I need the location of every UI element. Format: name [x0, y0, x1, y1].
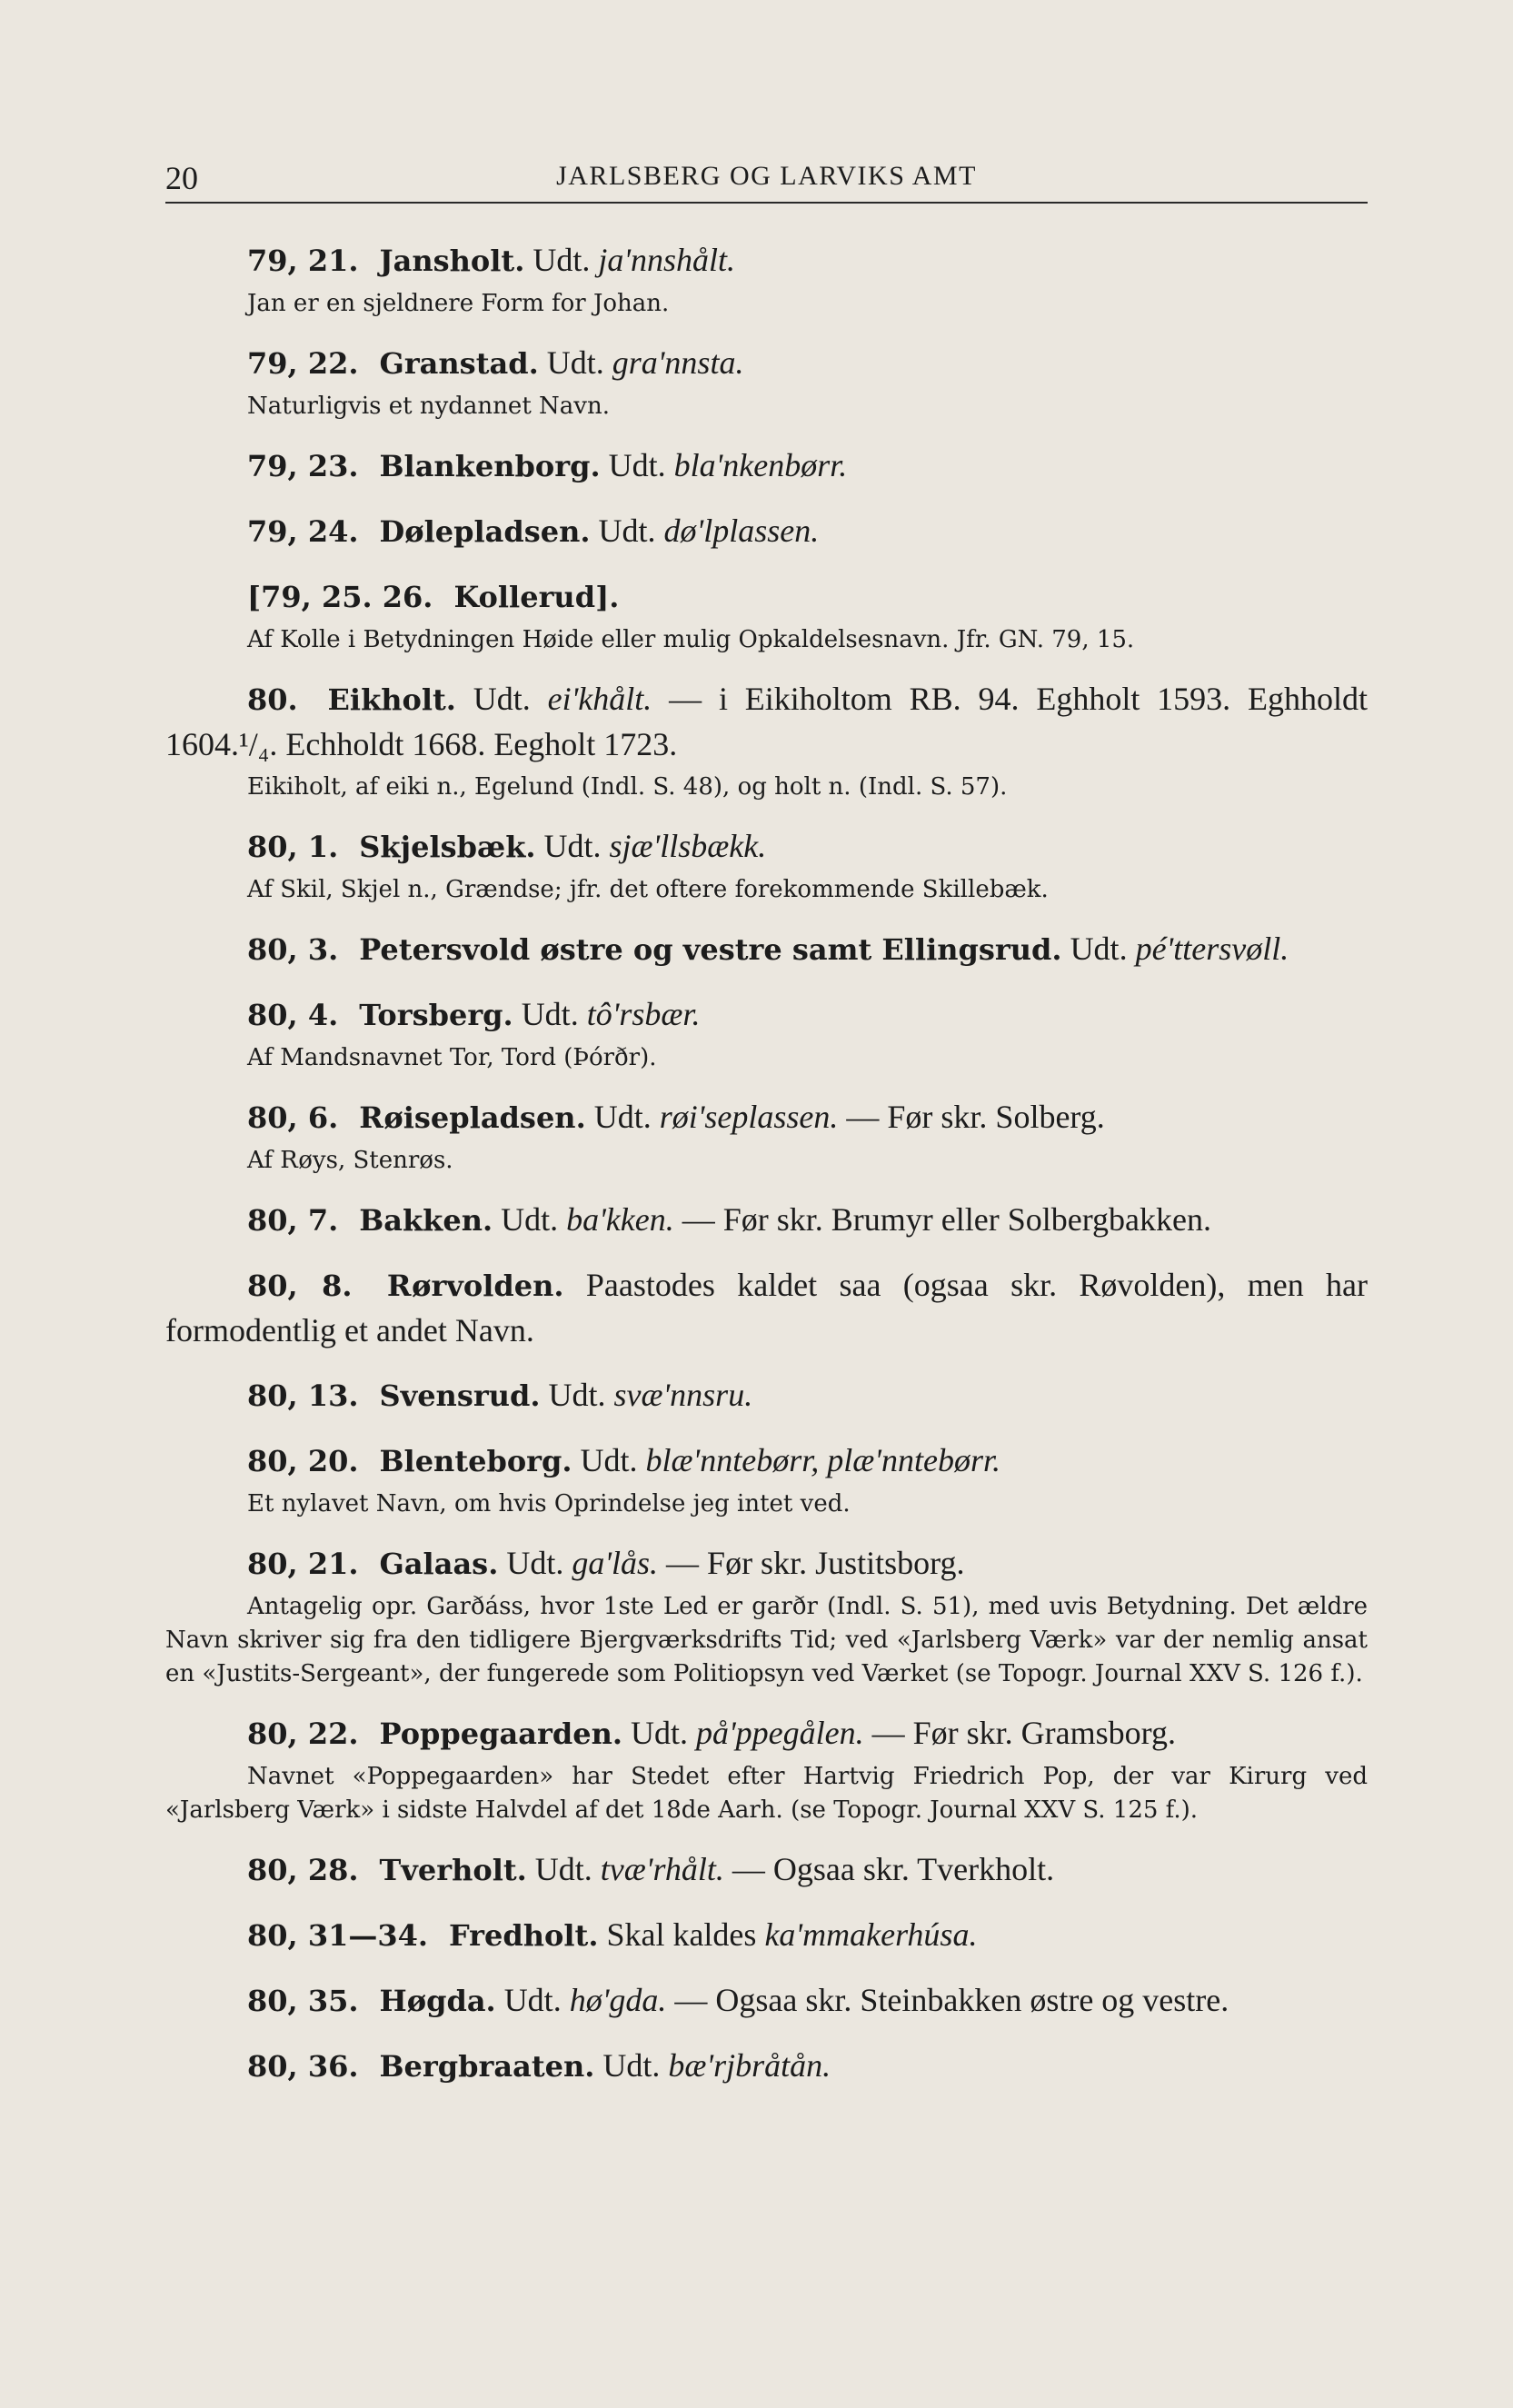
entry-pronunciation: ka'mmakerhúsa. [764, 1916, 978, 1953]
entry-number: 80, 21. [247, 1547, 359, 1581]
entry-label: Udt. [598, 512, 656, 549]
entry-number: 79, 22. [247, 346, 359, 381]
entry-headline [165, 1847, 1368, 1893]
entry-name: Bergbraaten. [379, 2049, 595, 2084]
entry-label: Udt. [602, 2047, 661, 2084]
entry-remark: — Før skr. Justitsborg. [666, 1545, 965, 1581]
entry [165, 1978, 1368, 2024]
entry-label: Udt. [593, 1099, 652, 1135]
entry-label: Skal kaldes [606, 1916, 757, 1953]
entry-pronunciation: tô'rsbær. [586, 996, 701, 1032]
entry-label: Udt. [608, 447, 666, 483]
entry-headline [165, 2044, 1368, 2089]
entry [165, 238, 1368, 321]
entry-note: Af Røys, Stenrøs. [247, 1147, 453, 1174]
entry-name: Galaas. [379, 1547, 499, 1581]
entry-name: Rørvolden. [386, 1269, 564, 1303]
entry-headline [165, 1978, 1368, 2024]
entry [165, 927, 1368, 972]
entry-headline [165, 1373, 1368, 1418]
entry-name: Bakken. [359, 1203, 493, 1238]
entry-headline [165, 1711, 1368, 1756]
entry [165, 1541, 1368, 1691]
entry-headline [165, 238, 1368, 284]
entry-name: Poppegaarden. [379, 1716, 622, 1751]
entry-name: Høgda. [379, 1984, 496, 2018]
entry-pronunciation: bæ'rjbråtån. [668, 2047, 831, 2084]
entry-remark: — Ogsaa skr. Steinbakken østre og vestre. [674, 1982, 1229, 2018]
entry-pronunciation: bla'nkenbørr. [673, 447, 848, 483]
entry-name: Dølepladsen. [379, 514, 591, 549]
entry-note: Navnet «Poppegaarden» har Stedet efter Hartvig Friedrich Pop, der var Kirurg ved «Jarlsberg Værk» i sidste Halvdel af det 18de Aarh. (se Topogr. Journal XXV S. 125 f.). [165, 1763, 1368, 1824]
entry-pronunciation: tvæ'rhålt. [600, 1851, 724, 1887]
entry-label: Udt. [630, 1715, 688, 1751]
entry-note: Af Skil, Skjel n., Grændse; jfr. det oftere forekommende Skillebæk. [247, 876, 1049, 903]
entry-note: Et nylavet Navn, om hvis Oprindelse jeg intet ved. [247, 1490, 851, 1517]
entry-note: Af Mandsnavnet Tor, Tord (Þórðr). [247, 1044, 657, 1071]
entry-label: Udt. [506, 1545, 564, 1581]
entry-number: 80, 4. [247, 998, 339, 1032]
entry-note: Antagelig opr. Garðáss, hvor 1ste Led er garðr (Indl. S. 51), med uvis Betydning. Det ældre Navn skriver sig fra den tidligere Bjergværksdrifts Tid; ved «Jarlsberg Værk» var der nemlig ansat en «Justits-Sergeant», der fungerede som Politiopsyn ved Værket (se Topogr. Journal XXV S. 126 f.). [165, 1593, 1368, 1687]
entry [165, 341, 1368, 423]
entry-note: Jan er en sjeldnere Form for Johan. [247, 290, 670, 317]
entry [165, 992, 1368, 1075]
entry-headline [165, 341, 1368, 386]
entry-label: Udt. [503, 1982, 562, 2018]
entry [165, 1095, 1368, 1178]
entry [165, 677, 1368, 804]
entry-name: Blenteborg. [379, 1444, 572, 1478]
entry-pronunciation: på'ppegålen. [695, 1715, 864, 1751]
entry-name: Jansholt. [379, 244, 525, 278]
entry [165, 2044, 1368, 2089]
entry-headline [165, 1263, 1368, 1353]
entry-label: Udt. [543, 828, 602, 864]
entry-number: 80, 28. [247, 1853, 359, 1887]
entry [165, 1263, 1368, 1353]
entry-headline [165, 509, 1368, 554]
entry [165, 1438, 1368, 1521]
entry-pronunciation: hø'gda. [569, 1982, 667, 2018]
entry-number: [79, 25. 26. [247, 580, 433, 614]
entry-remark: — Før skr. Gramsborg. [871, 1715, 1176, 1751]
entry-number: 79, 21. [247, 244, 359, 278]
entry-name: Svensrud. [379, 1378, 541, 1413]
entry-pronunciation: ja'nnshålt. [598, 242, 736, 278]
entry-number: 80, 36. [247, 2049, 359, 2084]
entry [165, 1847, 1368, 1893]
entry-number: 80, 31—34. [247, 1918, 429, 1953]
entry-name: Eikholt. [327, 682, 456, 717]
entry-remark: — Før skr. Brumyr eller Solbergbakken. [682, 1201, 1212, 1238]
page-number: 20 [165, 160, 198, 196]
entry [165, 1913, 1368, 1958]
entry-list [165, 238, 1368, 2109]
entry-label: Udt. [580, 1442, 638, 1478]
entry-number: 80, 13. [247, 1378, 359, 1413]
entry-pronunciation: røi'seplassen. [659, 1099, 839, 1135]
entry-remark: — i Eikiholtom RB. 94. Eghholt 1593. Eghholdt 1604.¹/₄. Echholdt 1668. Eegholt 1723. [165, 681, 1369, 762]
entry-label: Udt. [548, 1377, 606, 1413]
entry-number: 79, 23. [247, 449, 359, 483]
entry-number: 80, 22. [247, 1716, 359, 1751]
entry-label: Udt. [534, 1851, 592, 1887]
entry [165, 574, 1368, 657]
entry-remark: — Ogsaa skr. Tverkholt. [732, 1851, 1055, 1887]
entry-number: 80, 3. [247, 932, 339, 967]
entry-name: Fredholt. [449, 1918, 599, 1953]
entry-name: Torsberg. [359, 998, 513, 1032]
entry-headline [165, 1438, 1368, 1484]
entry-number: 80, 6. [247, 1100, 339, 1135]
entry-headline [165, 1913, 1368, 1958]
entry-remark: — Før skr. Solberg. [846, 1099, 1105, 1135]
entry-remark: Paastodes kaldet saa (ogsaa skr. Røvolden), men har formodentlig et andet Navn. [165, 1267, 1369, 1348]
running-head: JARLSBERG OG LARVIKS AMT [556, 161, 977, 191]
entry-pronunciation: ba'kken. [566, 1201, 674, 1238]
entry-label: Udt. [473, 681, 531, 717]
entry-note: Naturligvis et nydannet Navn. [247, 393, 610, 420]
entry-headline [165, 1541, 1368, 1587]
entry-name: Blankenborg. [379, 449, 601, 483]
page-header [165, 159, 1368, 204]
entry-name: Kollerud]. [453, 580, 620, 614]
entry-pronunciation: dø'lplassen. [663, 512, 820, 549]
entry-pronunciation: ei'khålt. [547, 681, 652, 717]
entry [165, 443, 1368, 489]
entry [165, 1373, 1368, 1418]
entry-pronunciation: pé'ttersvøll. [1135, 930, 1289, 967]
header-rule [165, 202, 1368, 204]
entry-name: Petersvold østre og vestre samt Ellingsrud. [359, 932, 1062, 967]
entry-number: 80. [247, 682, 298, 717]
entry-label: Udt. [533, 242, 591, 278]
entry-name: Skjelsbæk. [359, 830, 536, 864]
entry-name: Røisepladsen. [359, 1100, 586, 1135]
entry-number: 80, 8. [247, 1269, 353, 1303]
entry-pronunciation: svæ'nnsru. [613, 1377, 753, 1413]
entry-number: 80, 20. [247, 1444, 359, 1478]
entry-number: 79, 24. [247, 514, 359, 549]
entry-label: Udt. [501, 1201, 559, 1238]
entry-name: Tverholt. [379, 1853, 527, 1887]
entry-note: Af Kolle i Betydningen Høide eller mulig Opkaldelsesnavn. Jfr. GN. 79, 15. [247, 626, 1135, 653]
entry-headline [165, 574, 1368, 620]
entry-pronunciation: blæ'nntebørr, plæ'nntebørr. [645, 1442, 1000, 1478]
entry-headline [165, 992, 1368, 1038]
entry-label: Udt. [521, 996, 579, 1032]
entry-pronunciation: sjæ'llsbækk. [609, 828, 767, 864]
entry-headline [165, 927, 1368, 972]
entry [165, 1198, 1368, 1243]
entry-pronunciation: gra'nnsta. [612, 344, 744, 381]
entry [165, 1711, 1368, 1827]
entry-number: 80, 35. [247, 1984, 359, 2018]
entry-headline [165, 824, 1368, 870]
entry-headline [165, 1095, 1368, 1140]
entry-number: 80, 7. [247, 1203, 339, 1238]
entry [165, 824, 1368, 907]
entry-label: Udt. [546, 344, 604, 381]
entry-headline [165, 1198, 1368, 1243]
entry-pronunciation: ga'lås. [572, 1545, 659, 1581]
entry [165, 509, 1368, 554]
entry-note: Eikiholt, af eiki n., Egelund (Indl. S. 48), og holt n. (Indl. S. 57). [247, 773, 1008, 801]
entry-number: 80, 1. [247, 830, 339, 864]
entry-headline [165, 677, 1368, 767]
entry-headline [165, 443, 1368, 489]
entry-label: Udt. [1070, 930, 1128, 967]
entry-name: Granstad. [379, 346, 539, 381]
